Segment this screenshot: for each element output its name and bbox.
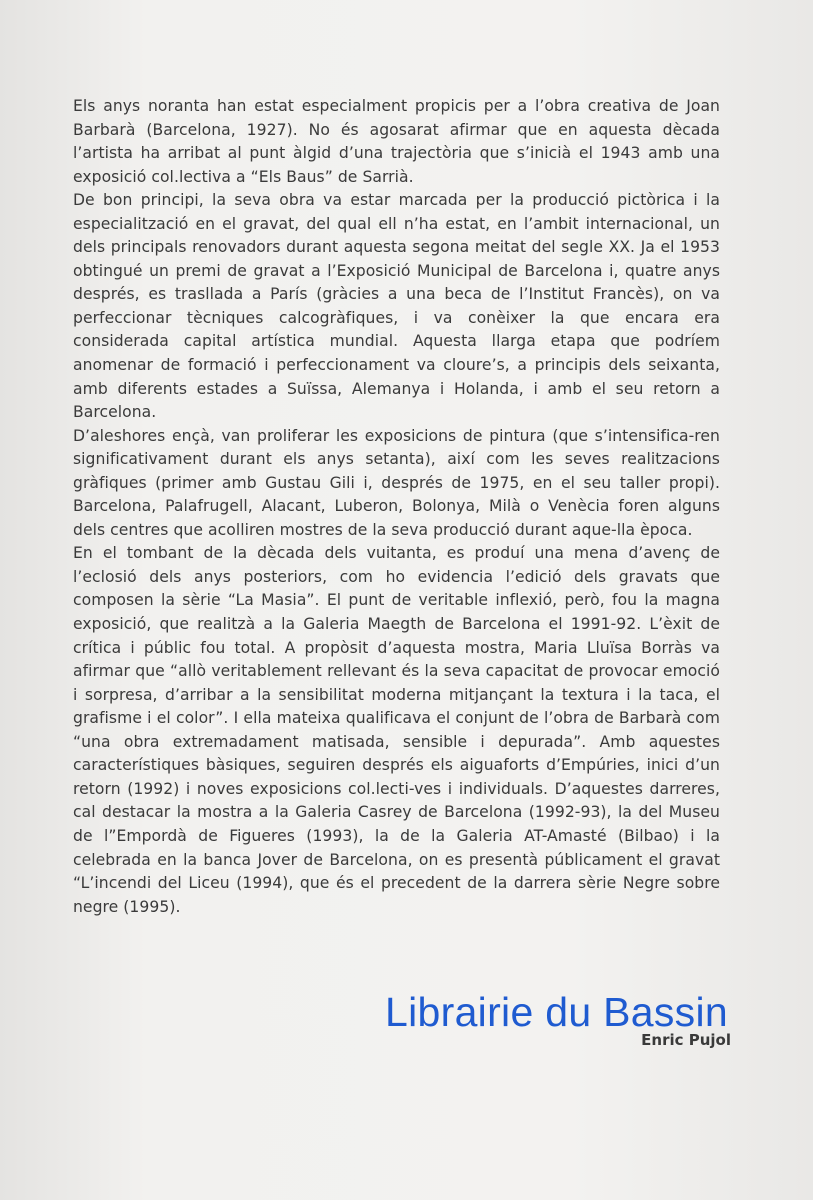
article-body — [73, 95, 720, 919]
bookseller-watermark: Librairie du Bassin — [385, 989, 728, 1035]
author-signature: Enric Pujol — [641, 1031, 731, 1049]
paragraph-3: D’aleshores ençà, van proliferar les exposicions de pintura (que s’intensifica-ren significativament durant els anys setanta), així com les seves realitzacions gràfiques (primer amb Gustau Gili i, després de 1975, en el seu taller propi). Barcelona, Palafrugell, Alacant, Luberon, Bolonya, Milà o Venècia foren alguns dels centres que acolliren mostres de la seva producció durant aque-lla època. — [73, 426, 720, 539]
paragraph-4: En el tombant de la dècada dels vuitanta, es produí una mena d’avenç de l’eclosió dels anys posteriors, com ho evidencia l’edició dels gravats que composen la sèrie “La Masia”. El punt de veritable inflexió, però, fou la magna exposició, que realitzà a la Galeria Maegth de Barcelona el 1991-92. L’èxit de crítica i públic fou total. A propòsit d’aquesta mostra, Maria Lluïsa Borràs va afirmar que “allò veritablement rellevant és la seva capacitat de provocar emoció i sorpresa, d’arribar a la sensibilitat moderna mitjançant la textura i la taca, el grafisme i el color”. I ella mateixa qualificava el conjunt de l’obra de Barbarà com “una obra extremadament matisada, sensible i depurada”. Amb aquestes característiques bàsiques, seguiren després els aiguaforts d’Empúries, inici d’un retorn (1992) i noves exposicions col.lecti-ves i individuals. D’aquestes darreres, cal destacar la mostra a la Galeria Casrey de Barcelona (1992-93), la del Museu de l”Empordà de Figueres (1993), la de la Galeria AT-Amasté (Bilbao) i la celebrada en la banca Jover de Barcelona, on es presentà públicament el gravat “L’incendi del Liceu (1994), que és el precedent de la darrera sèrie Negre sobre negre (1995). — [73, 544, 720, 916]
paragraph-1: Els anys noranta han estat especialment propicis per a l’obra creativa de Joan Barbarà (Barcelona, 1927). No és agosarat afirmar que en aquesta dècada l’artista ha arribat al punt àlgid d’una trajectòria que s’inicià el 1943 amb una exposició col.lectiva a “Els Baus” de Sarrià. — [73, 97, 720, 186]
paragraph-2: De bon principi, la seva obra va estar marcada per la producció pictòrica i la especialització en el gravat, del qual ell n’ha estat, en l’ambit internacional, un dels principals renovadors durant aquesta segona meitat del segle XX. Ja el 1953 obtingué un premi de gravat a l’Exposició Municipal de Barcelona i, quatre anys després, es trasllada a París (gràcies a una beca de l’Institut Francès), on va perfeccionar tècniques calcogràfiques, i va conèixer la que encara era considerada capital artística mundial. Aquesta llarga etapa que podríem anomenar de formació i perfeccionament va cloure’s, a principis dels seixanta, amb diferents estades a Suïssa, Alemanya i Holanda, i amb el seu retorn a Barcelona. — [73, 191, 720, 422]
